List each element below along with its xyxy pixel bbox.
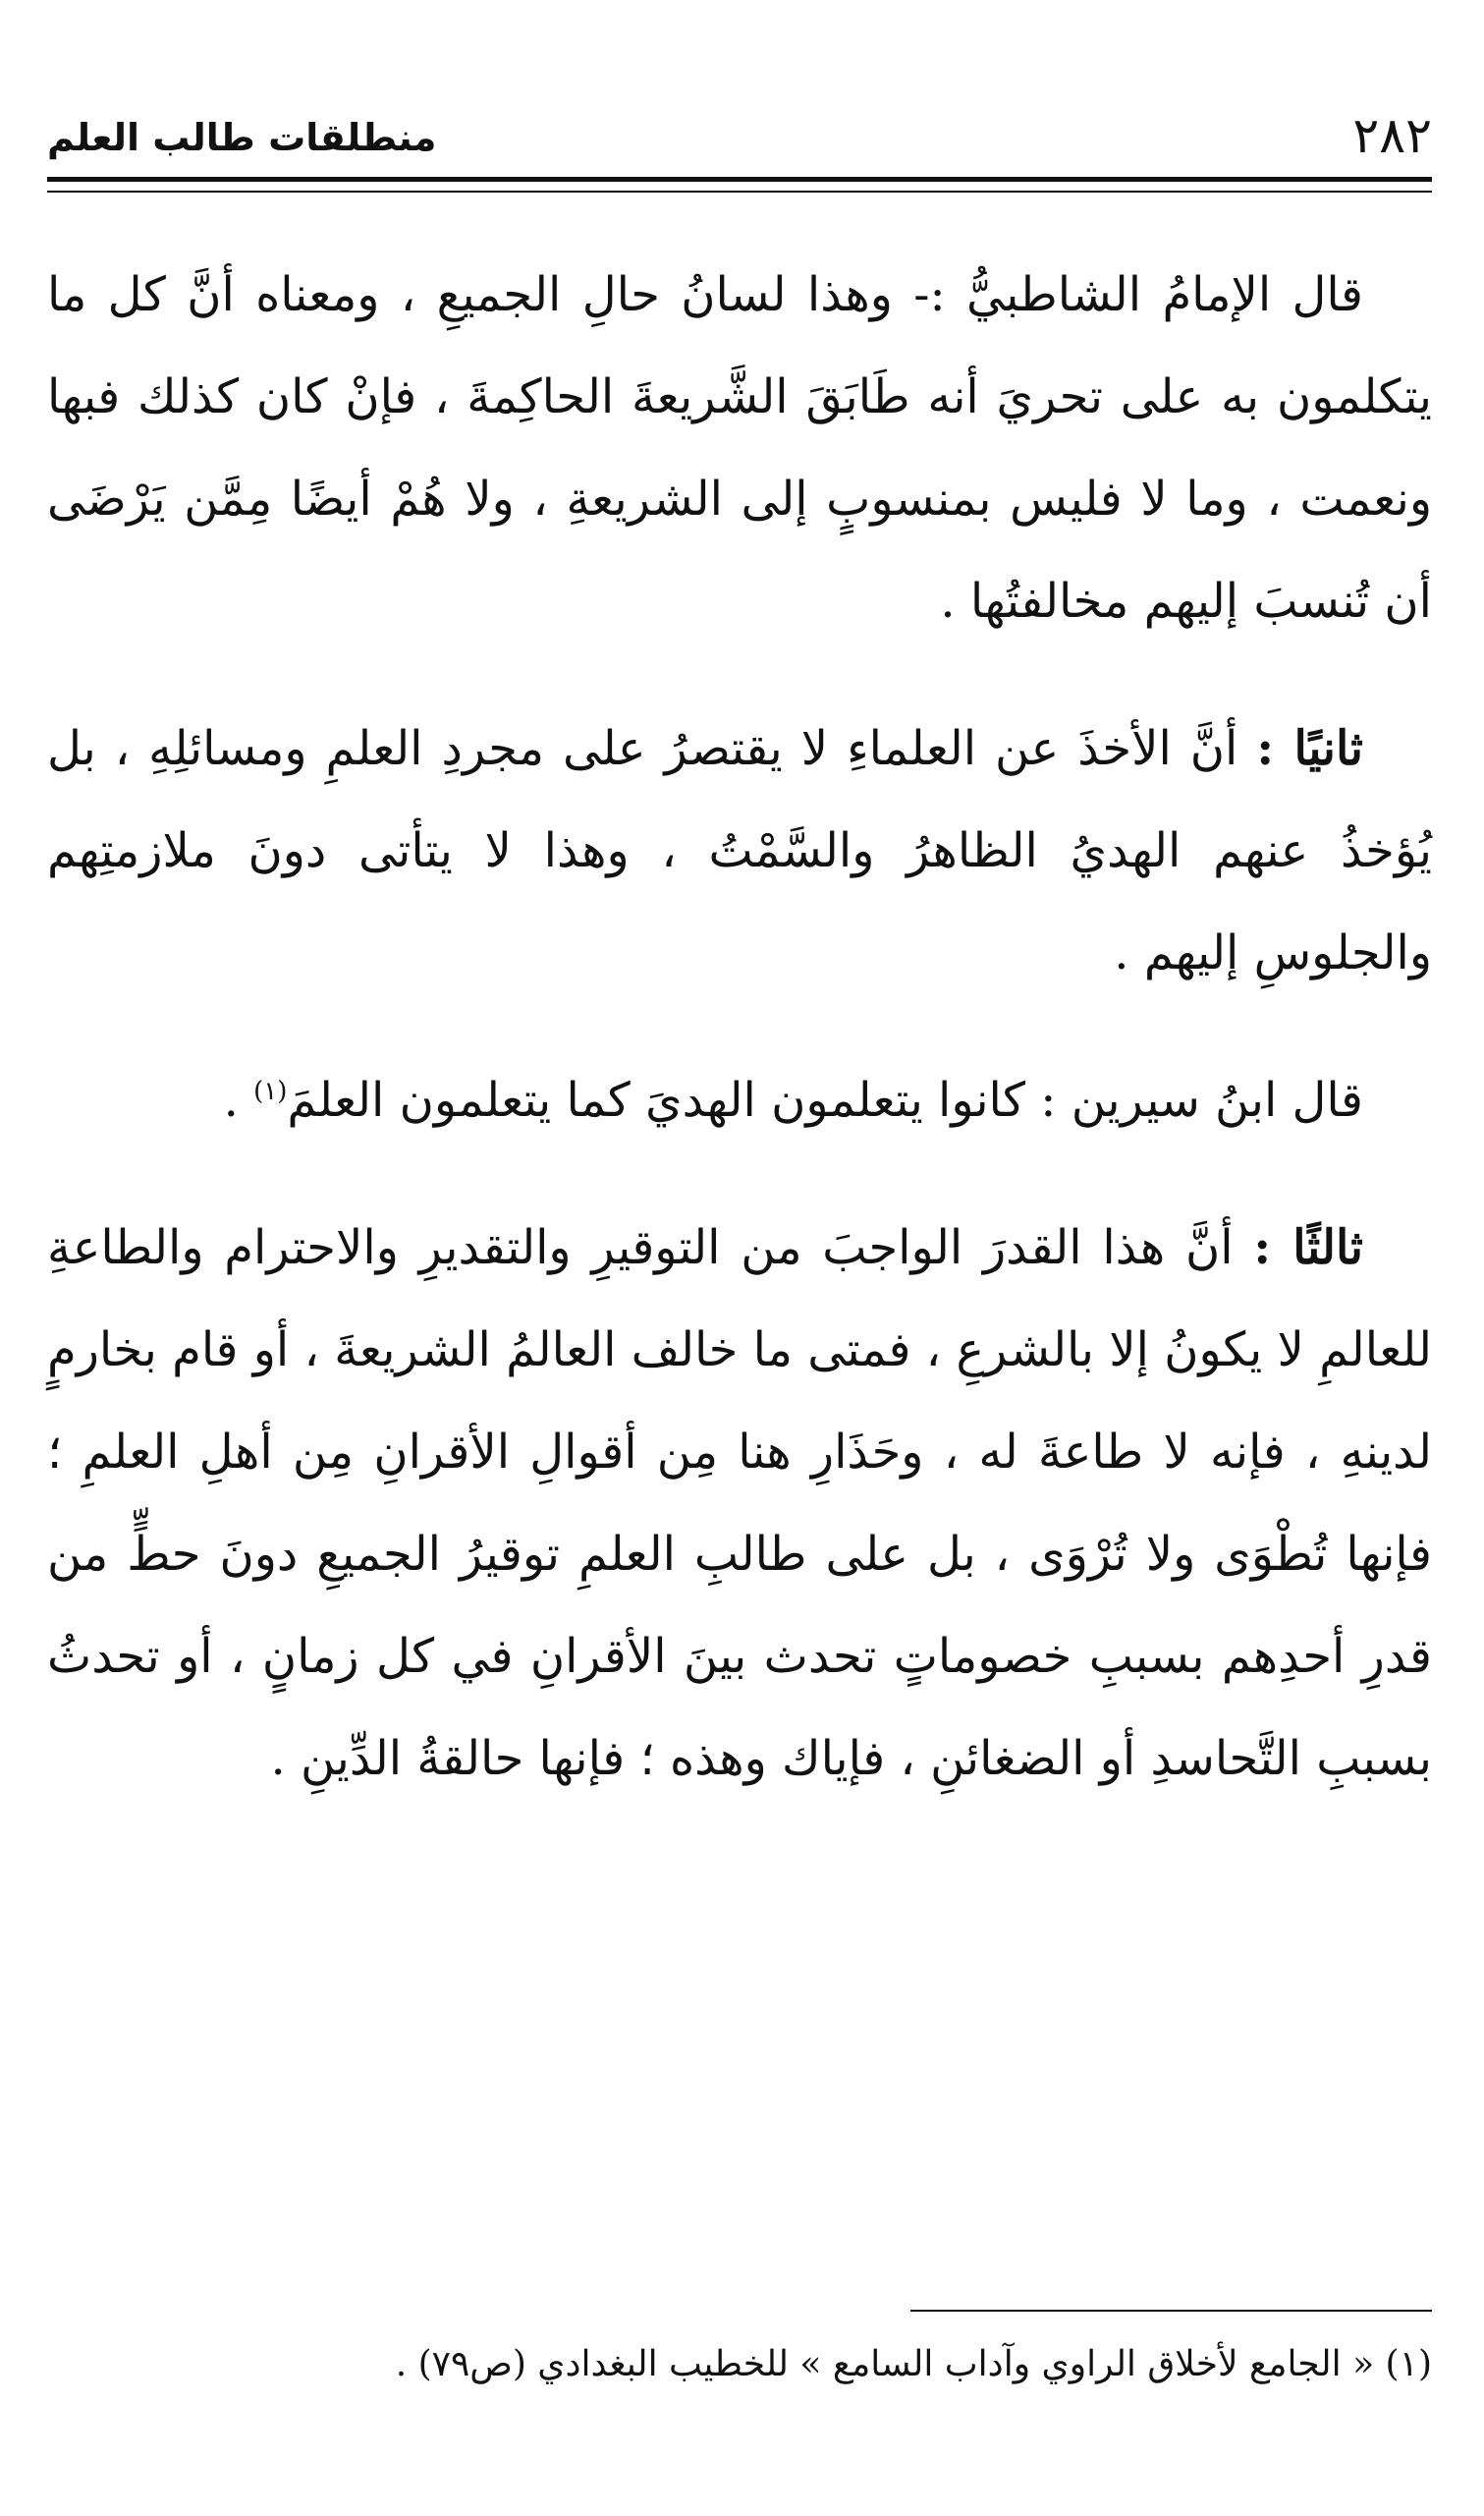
header-rule-thin bbox=[47, 191, 1432, 193]
header-rule-thick bbox=[47, 177, 1432, 182]
paragraph-text: قال ابنُ سيرين : كانوا يتعلمون الهديَ كما يتعلمون العلمَ bbox=[287, 1073, 1363, 1128]
paragraph-text: قال الإمامُ الشاطبيُّ :- وهذا لسانُ حالِ الجميعِ ، ومعناه أنَّ كل ما يتكلمون به على تحريَ أنه طَابَقَ الشَّريعةَ الحاكِمةَ ، فإنْ كان كذلك فبها ونعمت ، وما لا فليس بمنسوبٍ إلى الشريعةِ ، ولا هُمْ أيضًا مِمَّن يَرْضَى أن تُنسبَ إليهم مخالفتُها . bbox=[47, 267, 1432, 629]
paragraph-ibn-sirin-quote bbox=[47, 1049, 1432, 1151]
point-label-second: ثانيًا : bbox=[1256, 721, 1363, 776]
body-text bbox=[47, 244, 1432, 1810]
footnote bbox=[47, 2338, 1432, 2391]
footnote-marker: (١) bbox=[253, 1077, 288, 1106]
paragraph-end: . bbox=[223, 1073, 254, 1128]
page-header bbox=[47, 106, 1432, 175]
running-title: منطلقات طالب العلم bbox=[47, 116, 437, 159]
paragraph-text: أنَّ هذا القدرَ الواجبَ من التوقيرِ والتقديرِ والاحترام والطاعةِ للعالمِ لا يكونُ إلا بالشرعِ ، فمتى ما خالف العالمُ الشريعةَ ، أو قام بخارمٍ لدينهِ ، فإنه لا طاعةَ له ، وحَذَارِ هنا مِن أقوالِ الأقرانِ مِن أهلِ العلمِ ؛ فإنها تُطْوَى ولا تُرْوَى ، بل على طالبِ العلمِ توقيرُ الجميعِ دونَ حطٍّ من قدرِ أحدِهم بسببِ خصوماتٍ تحدث بينَ الأقرانِ في كل زمانٍ ، أو تحدثُ بسببِ التَّحاسدِ أو الضغائنِ ، فإياك وهذه ؛ فإنها حالقةُ الدِّينِ . bbox=[47, 1220, 1433, 1786]
paragraph-third-point bbox=[47, 1197, 1432, 1810]
paragraph-shatibi-quote bbox=[47, 244, 1432, 652]
paragraph-text: أنَّ الأخذَ عن العلماءِ لا يقتصرُ على مجردِ العلمِ ومسائلِهِ ، بل يُؤخذُ عنهم الهديُ الظاهرُ والسَّمْتُ ، وهذا لا يتأتى دونَ ملازمتِهم والجلوسِ إليهم . bbox=[47, 721, 1433, 980]
footnote-text: (١) « الجامع لأخلاق الراوي وآداب السامع » للخطيب البغدادي (ص٧٩) . bbox=[395, 2344, 1432, 2384]
page-number: ٢٨٢ bbox=[1352, 107, 1432, 164]
footnote-rule bbox=[910, 2310, 1432, 2312]
point-label-third: ثالثًا : bbox=[1253, 1220, 1364, 1275]
paragraph-second-point bbox=[47, 698, 1432, 1004]
